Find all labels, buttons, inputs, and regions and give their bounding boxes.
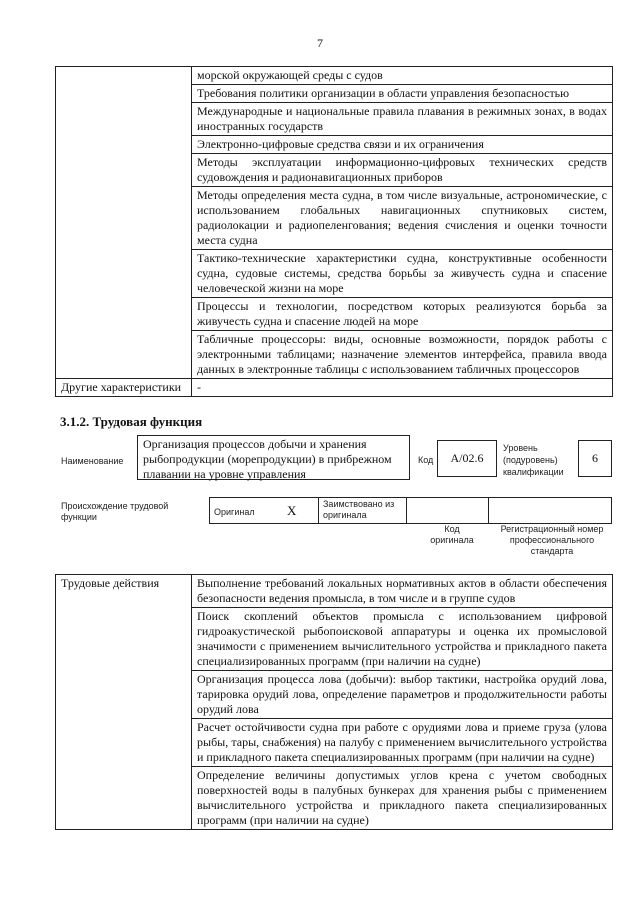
code-label: Код (418, 455, 434, 465)
qualification-level-box: 6 (578, 440, 612, 477)
labor-action-item: Организация процесса лова (добычи): выбор тактики, настройка орудий лова, тарировка орудий лова, определение параметров и продолжительности работы орудий лова (192, 671, 613, 719)
knowledge-table (55, 66, 613, 397)
name-label: Наименование (61, 456, 124, 466)
section-title: 3.1.2. Трудовая функция (60, 414, 203, 429)
other-characteristics-value: - (192, 379, 613, 397)
code-caption: Код оригинала (430, 524, 474, 545)
borrowed-label: Заимствовано из оригинала (323, 499, 395, 520)
origin-divider (488, 497, 489, 524)
knowledge-item: Международные и национальные правила плавания в режимных зонах, в водах иностранных государств (192, 103, 613, 136)
level-label: Уровень (подуровень) квалификации (503, 443, 564, 477)
labor-action-item: Выполнение требований локальных нормативных актов в области обеспечения безопасности ведения промысла, в том числе и в группе судов (192, 575, 613, 608)
knowledge-item: Табличные процессоры: виды, основные возможности, порядок работы с электронными таблицами; назначение элементов интерфейса, правила ввода данных в электронные таблицы с использованием табличных процессоров (192, 331, 613, 379)
labor-action-item: Определение величины допустимых углов крена с учетом свободных поверхностей воды в палубных бункерах для хранения рыбы с применением вычислительного устройства и прикладного пакета специализированных программ (при наличии на судне) (192, 767, 613, 830)
table-row (56, 67, 613, 85)
original-label: Оригинал (214, 507, 255, 517)
registration-caption: Регистрационный номер профессионального стандарта (500, 524, 604, 556)
knowledge-item: Методы эксплуатации информационно-цифровых технических средств судовождения и радионавигационных приборов (192, 154, 613, 187)
knowledge-item: морской окружающей среды с судов (192, 67, 613, 85)
labor-action-item: Расчет остойчивости судна при работе с орудиями лова и приеме груза (улова рыбы, тары, снабжения) на палубу с применением вычислительного устройства и прикладного пакета специализированных программ (при наличии на судне) (192, 719, 613, 767)
labor-actions-label: Трудовые действия (56, 575, 192, 830)
knowledge-item: Тактико-технические характеристики судна, конструктивные особенности судна, судовые системы, средства борьбы за живучесть судна и спасение человеческой жизни на море (192, 250, 613, 298)
labor-actions-table (55, 574, 613, 830)
origin-divider (406, 497, 407, 524)
function-name-box: Организация процессов добычи и хранения рыбопродукции (морепродукции) в прибрежном плавании на уровне управления (137, 435, 410, 480)
origin-box (209, 497, 612, 524)
knowledge-label-cell (56, 67, 192, 379)
knowledge-item: Методы определения места судна, в том числе визуальные, астрономические, с использованием глобальных навигационных спутниковых систем, радиолокации и радиопеленгования; ведения счисления и оценки точности места судна (192, 187, 613, 250)
labor-action-item: Поиск скоплений объектов промысла с использованием цифровой гидроакустической рыбопоисковой аппаратуры и оценка их промысловой значимости с применением вычислительного устройства и прикладного пакета специализированных программ (при наличии на судне) (192, 608, 613, 671)
table-row (56, 379, 613, 397)
other-characteristics-label: Другие характеристики (56, 379, 192, 397)
page-number: 7 (317, 36, 323, 50)
origin-divider (318, 497, 319, 524)
knowledge-item: Требования политики организации в области управления безопасностью (192, 85, 613, 103)
function-code-box: A/02.6 (437, 440, 497, 477)
knowledge-item: Процессы и технологии, посредством которых реализуются борьба за живучесть судна и спасение людей на море (192, 298, 613, 331)
original-mark: X (287, 503, 297, 518)
origin-label: Происхождение трудовой функции (61, 501, 169, 522)
knowledge-item: Электронно-цифровые средства связи и их ограничения (192, 136, 613, 154)
table-row (56, 575, 613, 608)
